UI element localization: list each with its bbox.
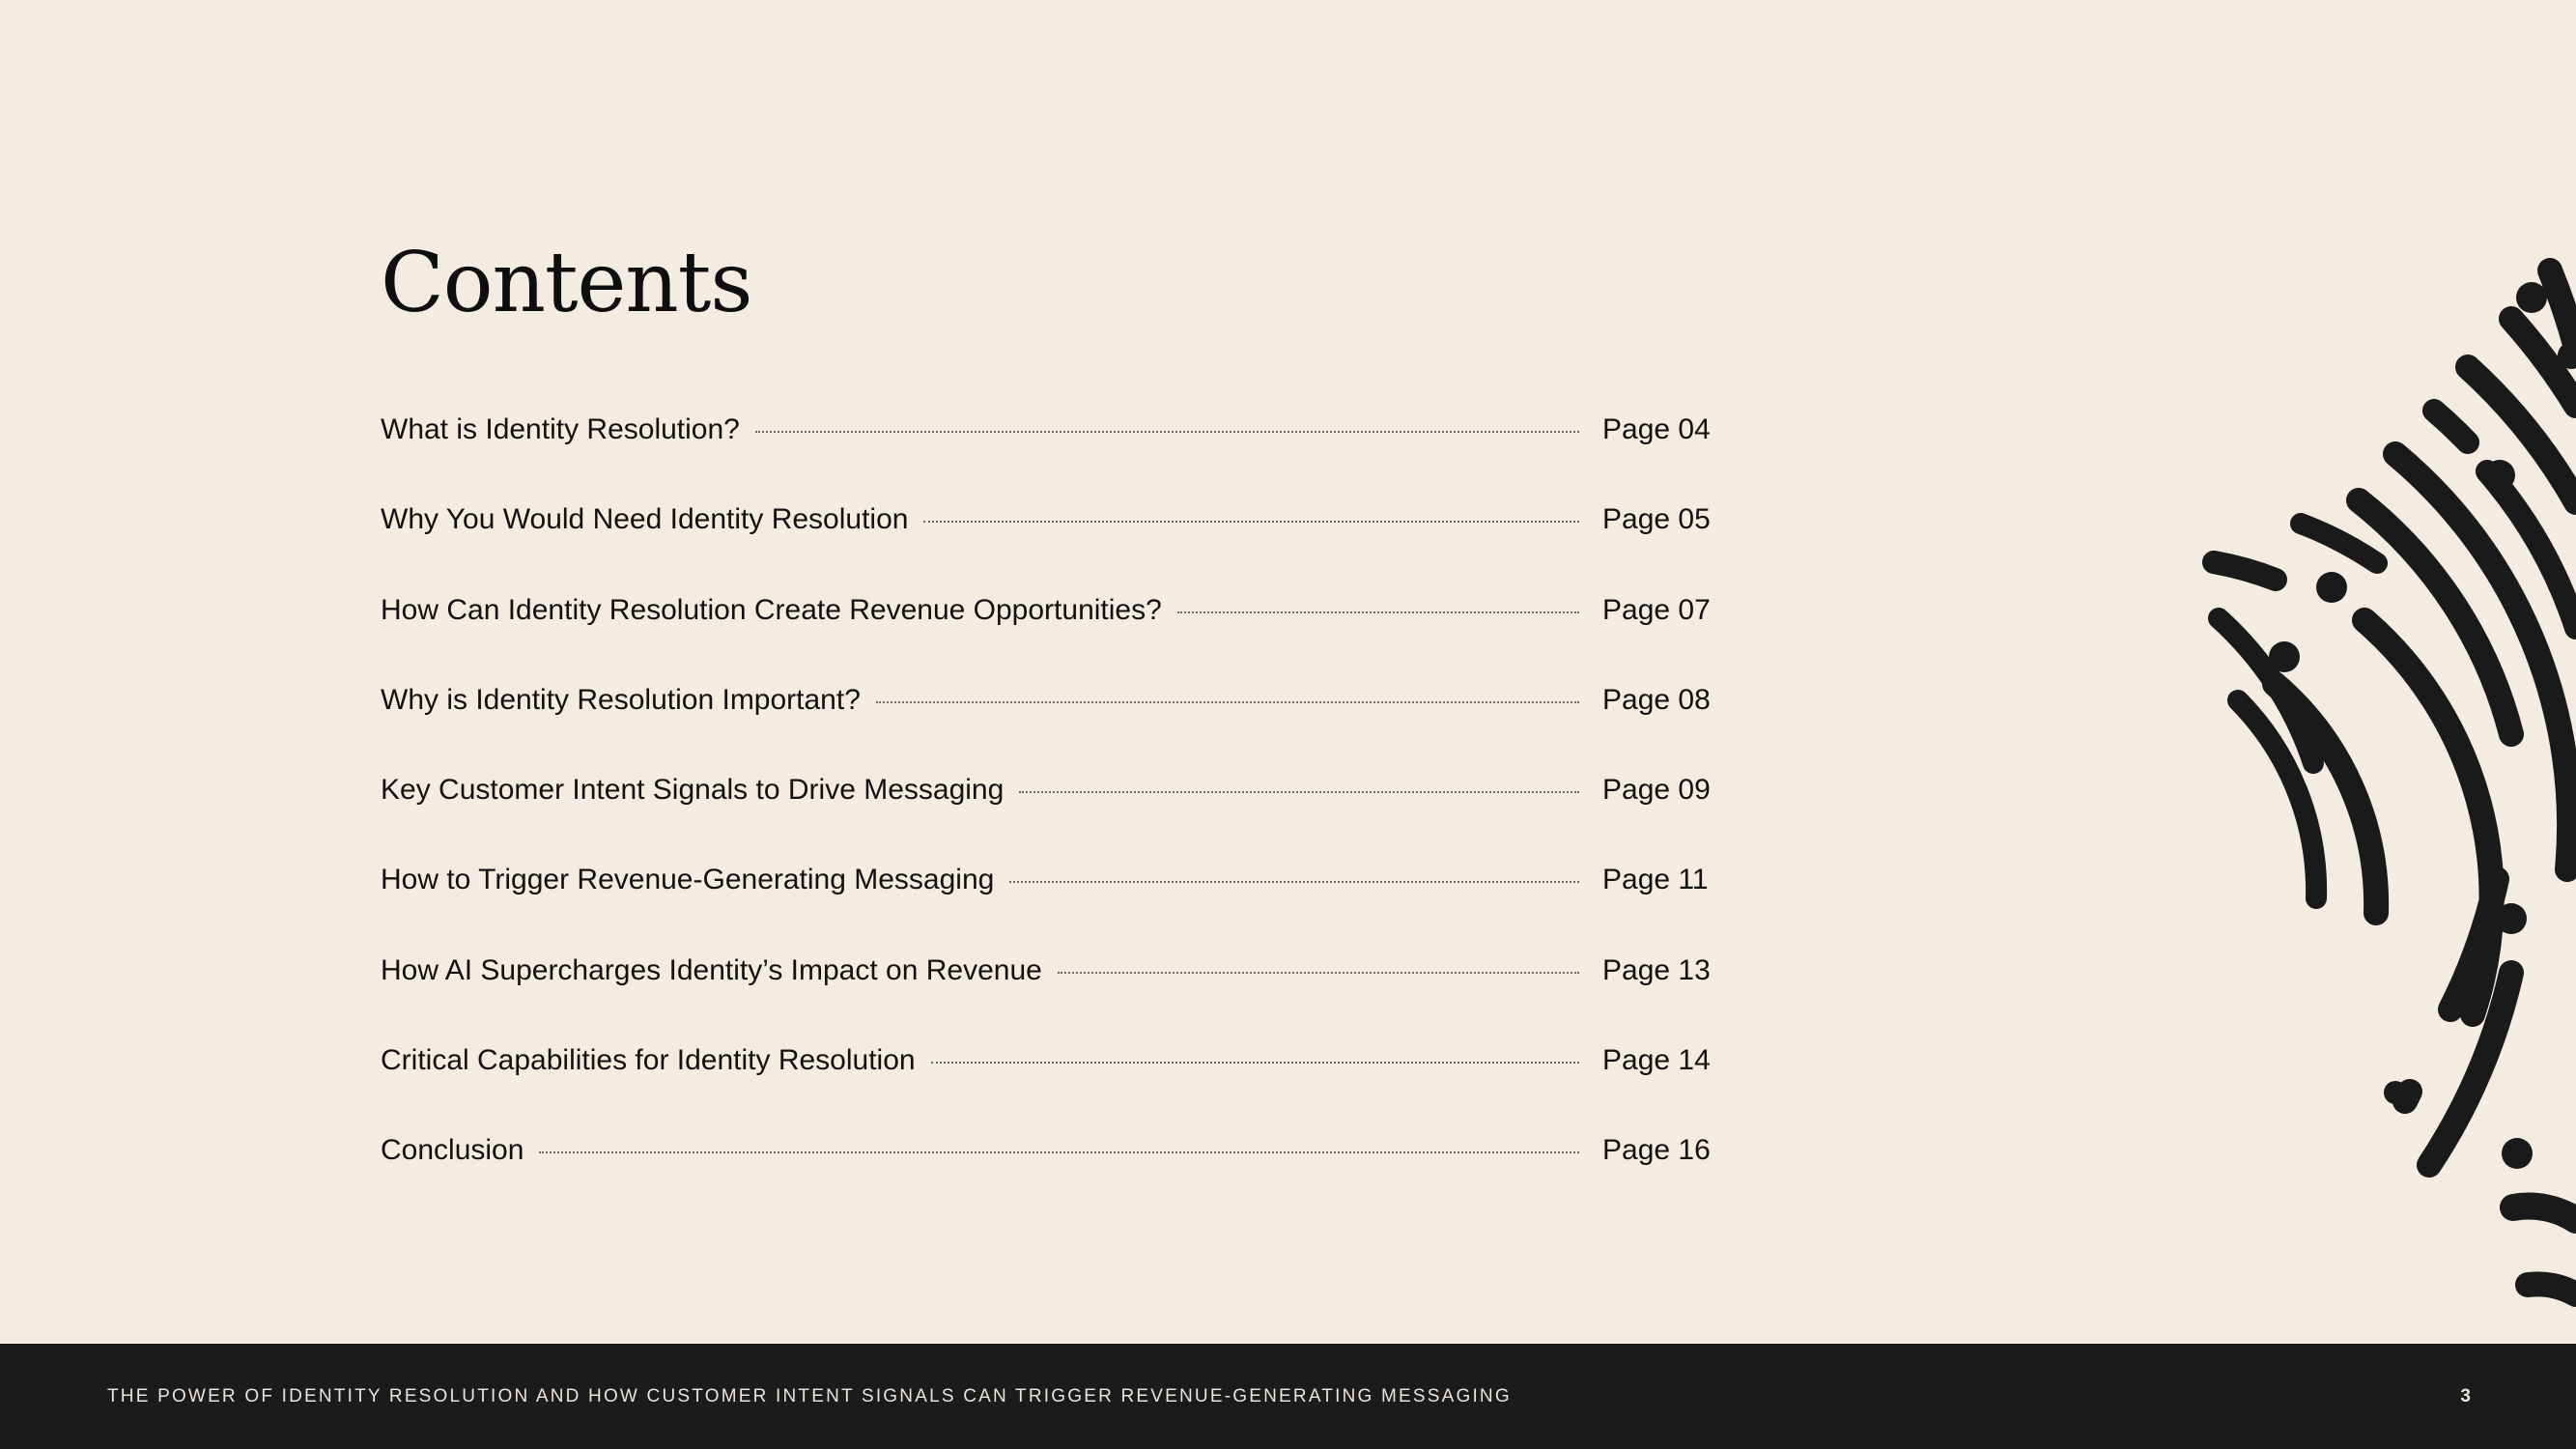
toc-entry-page: Page 14 [1602, 1044, 1711, 1077]
toc-entry-label: What is Identity Resolution? [381, 413, 740, 445]
toc-entry[interactable] [381, 594, 1709, 684]
toc-entry-label: Why You Would Need Identity Resolution [381, 503, 909, 536]
dotted-leader [931, 1062, 1579, 1064]
footer-bar [0, 1344, 2576, 1449]
toc-entry-page: Page 08 [1602, 683, 1711, 716]
toc-entry[interactable] [381, 503, 1709, 593]
toc-entry-label: How AI Supercharges Identity’s Impact on Revenue [381, 953, 1042, 986]
toc-entry-page: Page 11 [1602, 864, 1709, 896]
toc-entry-page: Page 16 [1602, 1134, 1711, 1167]
toc-entry-page: Page 09 [1602, 774, 1711, 807]
dotted-leader [1019, 791, 1579, 793]
fingerprint-icon [2106, 213, 2576, 1344]
toc-entry-label: Critical Capabilities for Identity Resolution [381, 1044, 916, 1077]
table-of-contents [381, 413, 1709, 1225]
dotted-leader [923, 521, 1579, 523]
dotted-leader [755, 431, 1579, 433]
toc-entry[interactable] [381, 774, 1709, 864]
toc-entry[interactable] [381, 1044, 1709, 1134]
toc-entry[interactable] [381, 954, 1709, 1044]
dotted-leader [1009, 881, 1579, 883]
toc-entry-label: Key Customer Intent Signals to Drive Messaging [381, 774, 1005, 807]
toc-entry[interactable] [381, 684, 1709, 774]
toc-entry-label: Why is Identity Resolution Important? [381, 683, 861, 716]
footer-document-title: THE POWER OF IDENTITY RESOLUTION AND HOW CUSTOMER INTENT SIGNALS CAN TRIGGER REVENUE-GENERATING MESSAGING [107, 1386, 1512, 1406]
toc-entry-page: Page 05 [1602, 503, 1711, 536]
toc-entry[interactable] [381, 413, 1709, 503]
toc-entry-label: Conclusion [381, 1134, 524, 1167]
toc-entry-label: How to Trigger Revenue-Generating Messaging [381, 864, 995, 896]
toc-entry[interactable] [381, 864, 1709, 953]
page-number: 3 [2460, 1386, 2471, 1406]
toc-entry-page: Page 04 [1602, 413, 1711, 445]
dotted-leader [1058, 972, 1579, 974]
dotted-leader [876, 701, 1579, 703]
dotted-leader [1177, 611, 1579, 613]
toc-entry-page: Page 07 [1602, 593, 1711, 626]
page-title: Contents [381, 235, 752, 331]
toc-entry-label: How Can Identity Resolution Create Revenue Opportunities? [381, 593, 1162, 626]
toc-entry[interactable] [381, 1134, 1709, 1224]
toc-entry-page: Page 13 [1602, 953, 1711, 986]
dotted-leader [539, 1151, 1579, 1153]
